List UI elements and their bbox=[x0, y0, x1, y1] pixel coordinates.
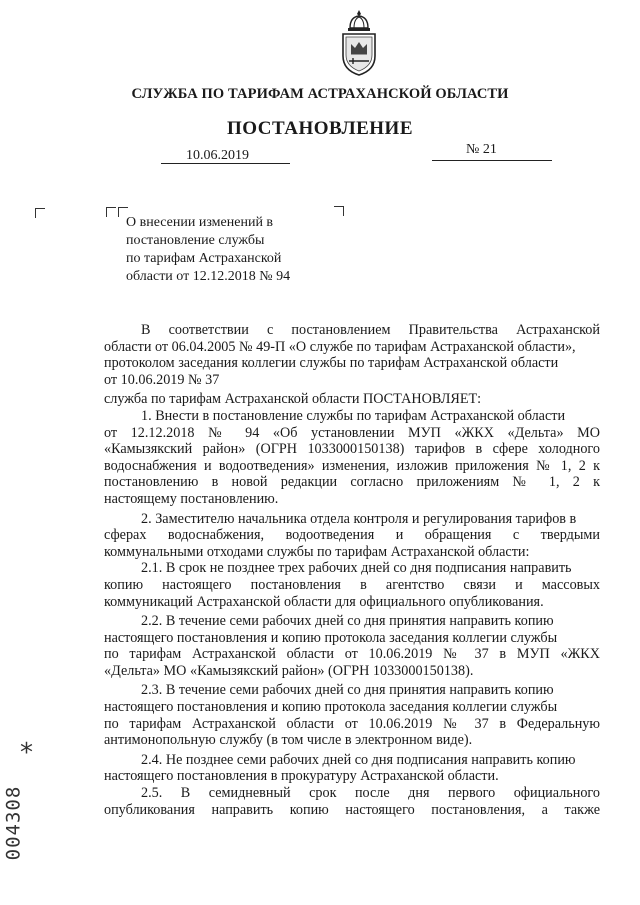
body-line: 2.2. В течение семи рабочих дней со дня принятия направить копию bbox=[141, 613, 554, 630]
body-line: 2.5. В семидневный срок после дня первого официального bbox=[141, 785, 600, 802]
registration-code-text: 004308 bbox=[2, 785, 25, 861]
body-line: по тарифам Астраханской области от 10.06.2019 № 37 в МУП «ЖКХ bbox=[104, 646, 600, 663]
body-line: коммунальными отходами службы по тарифам Астраханской области: bbox=[104, 543, 530, 560]
body-line: области от 06.04.2005 № 49-П «О службе по тарифам Астраханской области», bbox=[104, 338, 576, 355]
body-line: 2.4. Не позднее семи рабочих дней со дня подписания направить копию bbox=[141, 751, 576, 768]
subject-line: по тарифам Астраханской bbox=[126, 251, 282, 266]
margin-asterisk: * bbox=[20, 738, 33, 768]
body-line: по тарифам Астраханской области от 10.06.2019 № 37 в Федеральную bbox=[104, 715, 600, 732]
document-body bbox=[104, 322, 600, 818]
body-line: копию настоящего постановления в агентство связи и массовых bbox=[104, 576, 600, 593]
body-line: постановлению в новой редакции согласно приложениям № 1, 2 к bbox=[104, 474, 600, 491]
body-line: коммуникаций Астраханской области для официального опубликования. bbox=[104, 593, 544, 610]
body-line: настоящего постановления в прокуратуру Астраханской области. bbox=[104, 768, 499, 785]
document-type-title: ПОСТАНОВЛЕНИЕ bbox=[226, 118, 414, 139]
body-line: от 12.12.2018 № 94 «Об установлении МУП «ЖКХ «Дельта» МО bbox=[104, 424, 600, 441]
subject-line: О внесении изменений в bbox=[126, 215, 274, 230]
body-line: водоснабжения и водоотведения» изменения, изложив приложения № 1, 2 к bbox=[104, 457, 600, 474]
subject-line: области от 12.12.2018 № 94 bbox=[126, 269, 291, 284]
body-line: антимонопольную службу (в том числе в электронном виде). bbox=[104, 732, 473, 749]
corner-bracket-left bbox=[35, 208, 45, 218]
body-line: служба по тарифам Астраханской области ПОСТАНОВЛЯЕТ: bbox=[104, 391, 482, 408]
agency-name: СЛУЖБА ПО ТАРИФАМ АСТРАХАНСКОЙ ОБЛАСТИ bbox=[131, 86, 509, 102]
document-date: 10.06.2019 bbox=[186, 148, 249, 163]
subject-line: постановление службы bbox=[126, 233, 265, 248]
body-line: 2.1. В срок не позднее трех рабочих дней со дня подписания направить bbox=[141, 560, 572, 577]
body-line: настоящего постановления и копию протокола заседания коллегии службы bbox=[104, 699, 558, 716]
subject-block bbox=[126, 214, 346, 286]
body-line: «Камызякский район» (ОГРН 1033000150138) тарифов в сфере холодного bbox=[104, 441, 600, 458]
corner-bracket-left-inner bbox=[106, 207, 116, 217]
body-line: настоящему постановлению. bbox=[104, 490, 279, 507]
body-line: 2. Заместителю начальника отдела контроля и регулирования тарифов в bbox=[141, 510, 577, 527]
body-line: сферах водоснабжения, водоотведения и обращения с твердыми bbox=[104, 527, 600, 544]
body-line: «Дельта» МО «Камызякский район» (ОГРН 1033000150138). bbox=[104, 662, 474, 679]
body-line: опубликования направить копию настоящего постановления, а также bbox=[104, 801, 600, 818]
body-line: настоящего постановления и копию протокола заседания коллегии службы bbox=[104, 629, 558, 646]
document-number: № 21 bbox=[466, 142, 497, 157]
body-line: протоколом заседания коллегии службы по тарифам Астраханской области bbox=[104, 355, 559, 372]
body-line: 2.3. В течение семи рабочих дней со дня принятия направить копию bbox=[141, 682, 554, 699]
date-underline bbox=[161, 163, 290, 164]
coat-of-arms-icon bbox=[336, 8, 382, 78]
margin-registration-code bbox=[2, 772, 44, 882]
body-line: от 10.06.2019 № 37 bbox=[104, 371, 220, 388]
number-underline bbox=[432, 160, 552, 161]
body-line: 1. Внести в постановление службы по тарифам Астраханской области bbox=[141, 407, 566, 424]
body-line: В соответствии с постановлением Правительства Астраханской bbox=[141, 322, 600, 338]
